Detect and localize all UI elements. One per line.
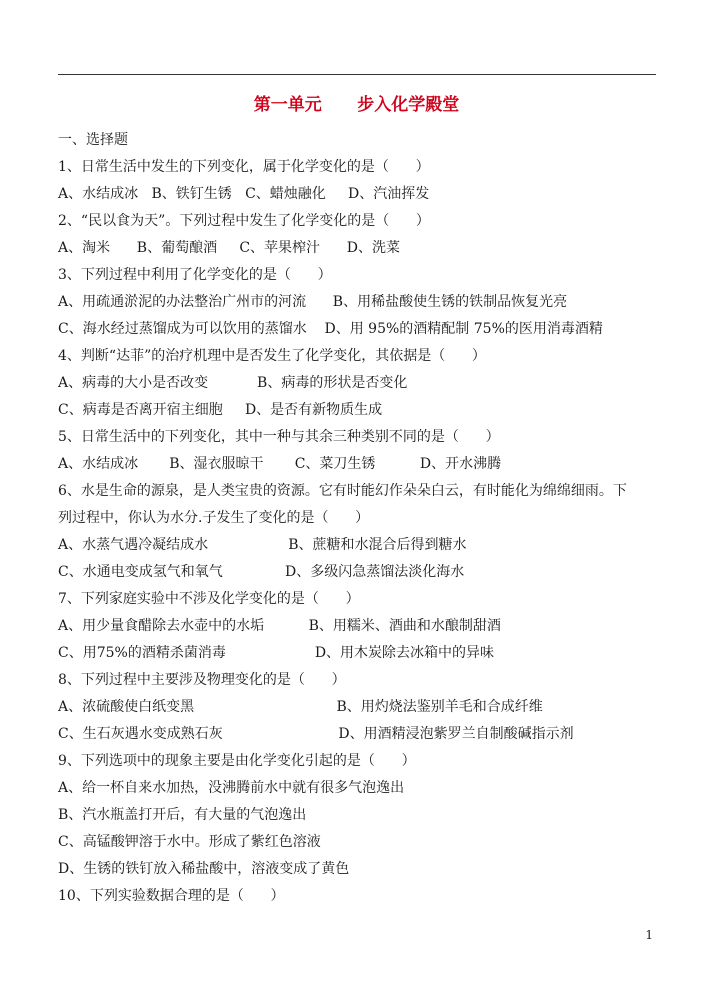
question-8-options-ab: A、浓硫酸使白纸变黑 B、用灼烧法鉴别羊毛和合成纤维 [58, 699, 543, 715]
question-3-options-ab: A、用疏通淤泥的办法整治广州市的河流 B、用稀盐酸使生锈的铁制品恢复光亮 [58, 294, 568, 310]
header-rule [58, 74, 656, 75]
question-7-options-cd: C、用75%的酒精杀菌消毒 D、用木炭除去冰箱中的异味 [58, 645, 495, 661]
question-5: 5、日常生活中的下列变化，其中一种与其余三种类别不同的是（ ） [58, 429, 500, 445]
question-9: 9、下列选项中的现象主要是由化学变化引起的是（ ） [58, 753, 416, 769]
question-9-option-d: D、生锈的铁钉放入稀盐酸中，溶液变成了黄色 [58, 861, 350, 877]
question-6-options-cd: C、水通电变成氢气和氧气 D、多级闪急蒸馏法淡化海水 [58, 564, 465, 580]
question-6-continued: 列过程中，你认为水分.子发生了变化的是（ ） [58, 510, 370, 526]
question-9-option-c: C、高锰酸钾溶于水中。形成了紫红色溶液 [58, 834, 321, 850]
question-4: 4、判断“达菲”的治疗机理中是否发生了化学变化，其依据是（ ） [58, 348, 486, 364]
question-4-options-cd: C、病毒是否离开宿主细胞 D、是否有新物质生成 [58, 402, 383, 418]
page-number: 1 [645, 928, 653, 942]
question-8: 8、下列过程中主要涉及物理变化的是（ ） [58, 672, 346, 688]
question-3-options-cd: C、海水经过蒸馏成为可以饮用的蒸馏水 D、用 95%的酒精配制 75%的医用消毒酒精 [58, 321, 603, 337]
question-4-options-ab: A、病毒的大小是否改变 B、病毒的形状是否变化 [58, 375, 408, 391]
question-7-options-ab: A、用少量食醋除去水壶中的水垢 B、用糯米、酒曲和水酿制甜酒 [58, 618, 501, 634]
question-1-options: A、水结成冰 B、铁钉生锈 C、蜡烛融化 D、汽油挥发 [58, 186, 430, 202]
question-6-options-ab: A、水蒸气遇冷凝结成水 B、蔗糖和水混合后得到糖水 [58, 537, 467, 553]
section-heading: 一、选择题 [58, 132, 128, 148]
question-9-option-b: B、汽水瓶盖打开后，有大量的气泡逸出 [58, 807, 307, 823]
question-7: 7、下列家庭实验中不涉及化学变化的是（ ） [58, 591, 360, 607]
question-8-options-cd: C、生石灰遇水变成熟石灰 D、用酒精浸泡紫罗兰自制酸碱指示剂 [58, 726, 574, 742]
question-6: 6、水是生命的源泉，是人类宝贵的资源。它有时能幻作朵朵白云，有时能化为绵绵细雨。下 [58, 483, 627, 499]
question-9-option-a: A、给一杯自来水加热，没沸腾前水中就有很多气泡逸出 [58, 780, 405, 796]
question-2-options: A、淘米 B、葡萄酿酒 C、苹果榨汁 D、洗菜 [58, 240, 400, 256]
page-title: 第一单元 步入化学殿堂 [253, 95, 460, 115]
question-5-options: A、水结成冰 B、湿衣服晾干 C、菜刀生锈 D、开水沸腾 [58, 456, 502, 472]
question-3: 3、下列过程中利用了化学变化的是（ ） [58, 267, 332, 283]
question-2: 2、“民以食为天”。下列过程中发生了化学变化的是（ ） [58, 213, 430, 229]
question-10: 10、下列实验数据合理的是（ ） [58, 888, 285, 904]
question-1: 1、日常生活中发生的下列变化，属于化学变化的是（ ） [58, 159, 430, 175]
